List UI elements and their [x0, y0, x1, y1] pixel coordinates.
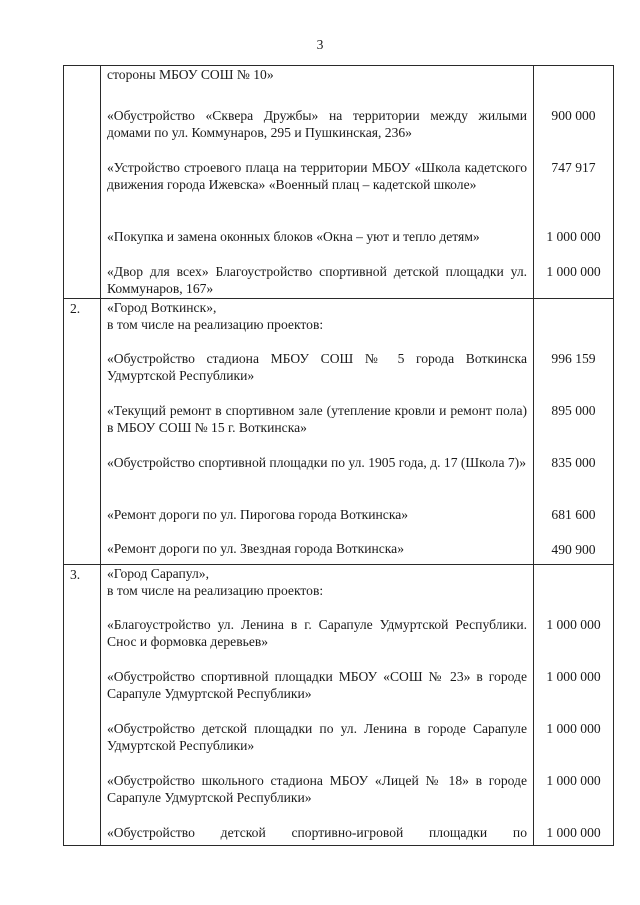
project-amount: 996 159: [551, 351, 596, 366]
project-amount: 1 000 000: [546, 721, 601, 736]
project-text-cell: [101, 565, 534, 846]
region-number: 2.: [70, 301, 81, 316]
amount-cell: [534, 565, 614, 846]
budget-table: [63, 65, 614, 846]
project-item: «Ремонт дороги по ул. Звездная города Воткинска»: [107, 541, 405, 556]
project-amount: 1 000 000: [546, 825, 601, 840]
project-item: «Обустройство стадиона МБОУ СОШ № 5 города Воткинска Удмуртской Республики»: [107, 351, 527, 383]
project-item: «Обустройство школьного стадиона МБОУ «Лицей № 18» в городе Сарапуле Удмуртской Республики»: [107, 773, 527, 805]
project-item: «Обустройство детской спортивно-игровой площадки по: [107, 825, 527, 840]
amount-cell: [534, 299, 614, 565]
table-row-region: [64, 299, 614, 565]
region-subtitle: в том числе на реализацию проектов:: [107, 317, 324, 332]
project-item: «Обустройство спортивной площадки по ул. 1905 года, д. 17 (Школа 7)»: [107, 455, 527, 470]
amount-cell: [534, 66, 614, 299]
page-number: 3: [316, 37, 324, 52]
project-item: «Ремонт дороги по ул. Пирогова города Воткинска»: [107, 507, 409, 522]
table-row-region: [64, 565, 614, 846]
region-subtitle: в том числе на реализацию проектов:: [107, 583, 324, 598]
project-text-cell: [101, 299, 534, 565]
project-amount: 1 000 000: [546, 264, 601, 279]
project-amount: 835 000: [551, 455, 596, 470]
region-number: 3.: [70, 567, 81, 582]
project-amount: 1 000 000: [546, 669, 601, 684]
region-name: «Город Воткинск»,: [107, 300, 217, 315]
project-item: «Обустройство детской площадки по ул. Ленина в городе Сарапуле Удмуртской Республики»: [107, 721, 527, 753]
project-item: «Устройство строевого плаца на территории МБОУ «Школа кадетского движения города Ижевска» «Военный плац – кадетской школе»: [107, 160, 527, 192]
project-amount: 747 917: [551, 160, 596, 175]
project-amount: 1 000 000: [546, 773, 601, 788]
project-amount: 1 000 000: [546, 617, 601, 632]
row-number-cell: [64, 66, 101, 299]
project-item: «Обустройство спортивной площадки МБОУ «СОШ № 23» в городе Сарапуле Удмуртской Республики»: [107, 669, 527, 701]
continuation-lead-text: стороны МБОУ СОШ № 10»: [107, 67, 274, 82]
row-number-cell: [64, 299, 101, 565]
project-amount: 681 600: [551, 507, 596, 522]
project-item: «Покупка и замена оконных блоков «Окна – уют и тепло детям»: [107, 229, 480, 244]
project-item: «Текущий ремонт в спортивном зале (утепление кровли и ремонт пола) в МБОУ СОШ № 15 г. Воткинска»: [107, 403, 527, 435]
project-amount: 895 000: [551, 403, 596, 418]
project-text-cell: [101, 66, 534, 299]
project-amount: 900 000: [551, 108, 596, 123]
region-name: «Город Сарапул»,: [107, 566, 209, 581]
project-amount: 1 000 000: [546, 229, 601, 244]
project-amount: 490 900: [551, 542, 596, 557]
project-item: «Благоустройство ул. Ленина в г. Сарапуле Удмуртской Республики. Снос и формовка деревьев»: [107, 617, 527, 649]
project-item: «Двор для всех» Благоустройство спортивной детской площадки ул. Коммунаров, 167»: [107, 264, 527, 296]
project-item: «Обустройство «Сквера Дружбы» на территории между жилыми домами по ул. Коммунаров, 295 и Пушкинская, 236»: [107, 108, 527, 140]
table-row-continuation: [64, 66, 614, 299]
row-number-cell: [64, 565, 101, 846]
